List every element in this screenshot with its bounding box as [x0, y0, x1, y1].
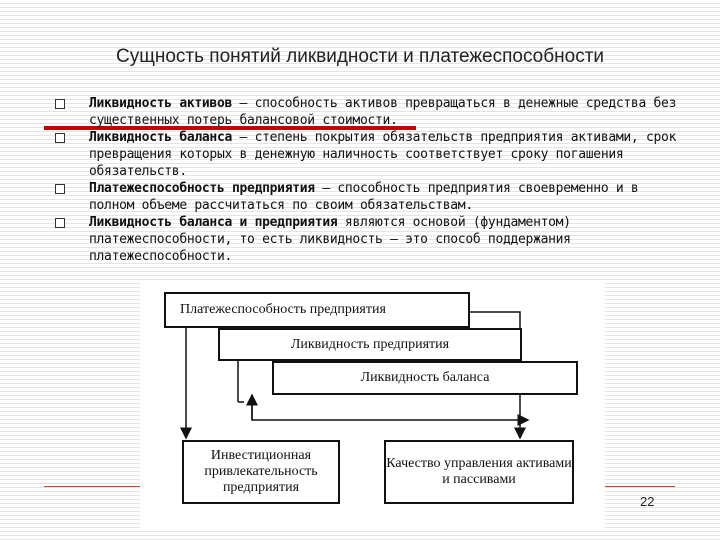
page-number: 22: [640, 494, 655, 509]
bullet-term: Платежеспособность предприятия: [89, 181, 315, 196]
bullet-item: [53, 214, 683, 265]
bullet-text: являются основой (фундаментом) платежеспособности, то есть ликвидность – это способ поддержания платежеспособности.: [89, 215, 571, 264]
footer-divider: [44, 486, 140, 487]
box-enterprise-liquidity: Ликвидность предприятия: [218, 328, 522, 361]
bullet-item: [53, 95, 683, 129]
bullet-item: [53, 129, 683, 180]
bullet-text: – способность активов превращаться в денежные средства без существенных потерь балансовой стоимости.: [89, 96, 677, 128]
box-solvency: Платежеспособность предприятия: [164, 292, 470, 328]
box-balance-liquidity: Ликвидность баланса: [272, 361, 578, 395]
bullet-text: – степень покрытия обязательств предприятия активами, срок превращения которых в денежную наличность соответствует сроку погашения обязательств.: [89, 130, 677, 179]
bullet-term: Ликвидность баланса и предприятия: [89, 215, 338, 230]
bullet-text: – способность предприятия своевременно и в полном объеме рассчитаться по своим обязательствам.: [89, 181, 639, 213]
slide-title: Сущность понятий ликвидности и платежеспособности: [115, 46, 605, 67]
square-bullet-icon: [55, 184, 65, 194]
box-investment-attractiveness: Инвестиционная привлекательность предприятия: [182, 440, 340, 504]
square-bullet-icon: [55, 218, 65, 228]
square-bullet-icon: [55, 133, 65, 143]
footer-divider: [605, 486, 675, 487]
square-bullet-icon: [55, 99, 65, 109]
liquidity-diagram: [140, 282, 605, 528]
box-management-quality: Качество управления активами и пассивами: [384, 440, 574, 504]
bullet-term: Ликвидность активов: [89, 96, 233, 111]
bullet-item: [53, 180, 683, 214]
arrow-balance-to-right: [252, 395, 528, 420]
bullet-term: Ликвидность баланса: [89, 130, 233, 145]
bullet-list: [53, 95, 683, 265]
